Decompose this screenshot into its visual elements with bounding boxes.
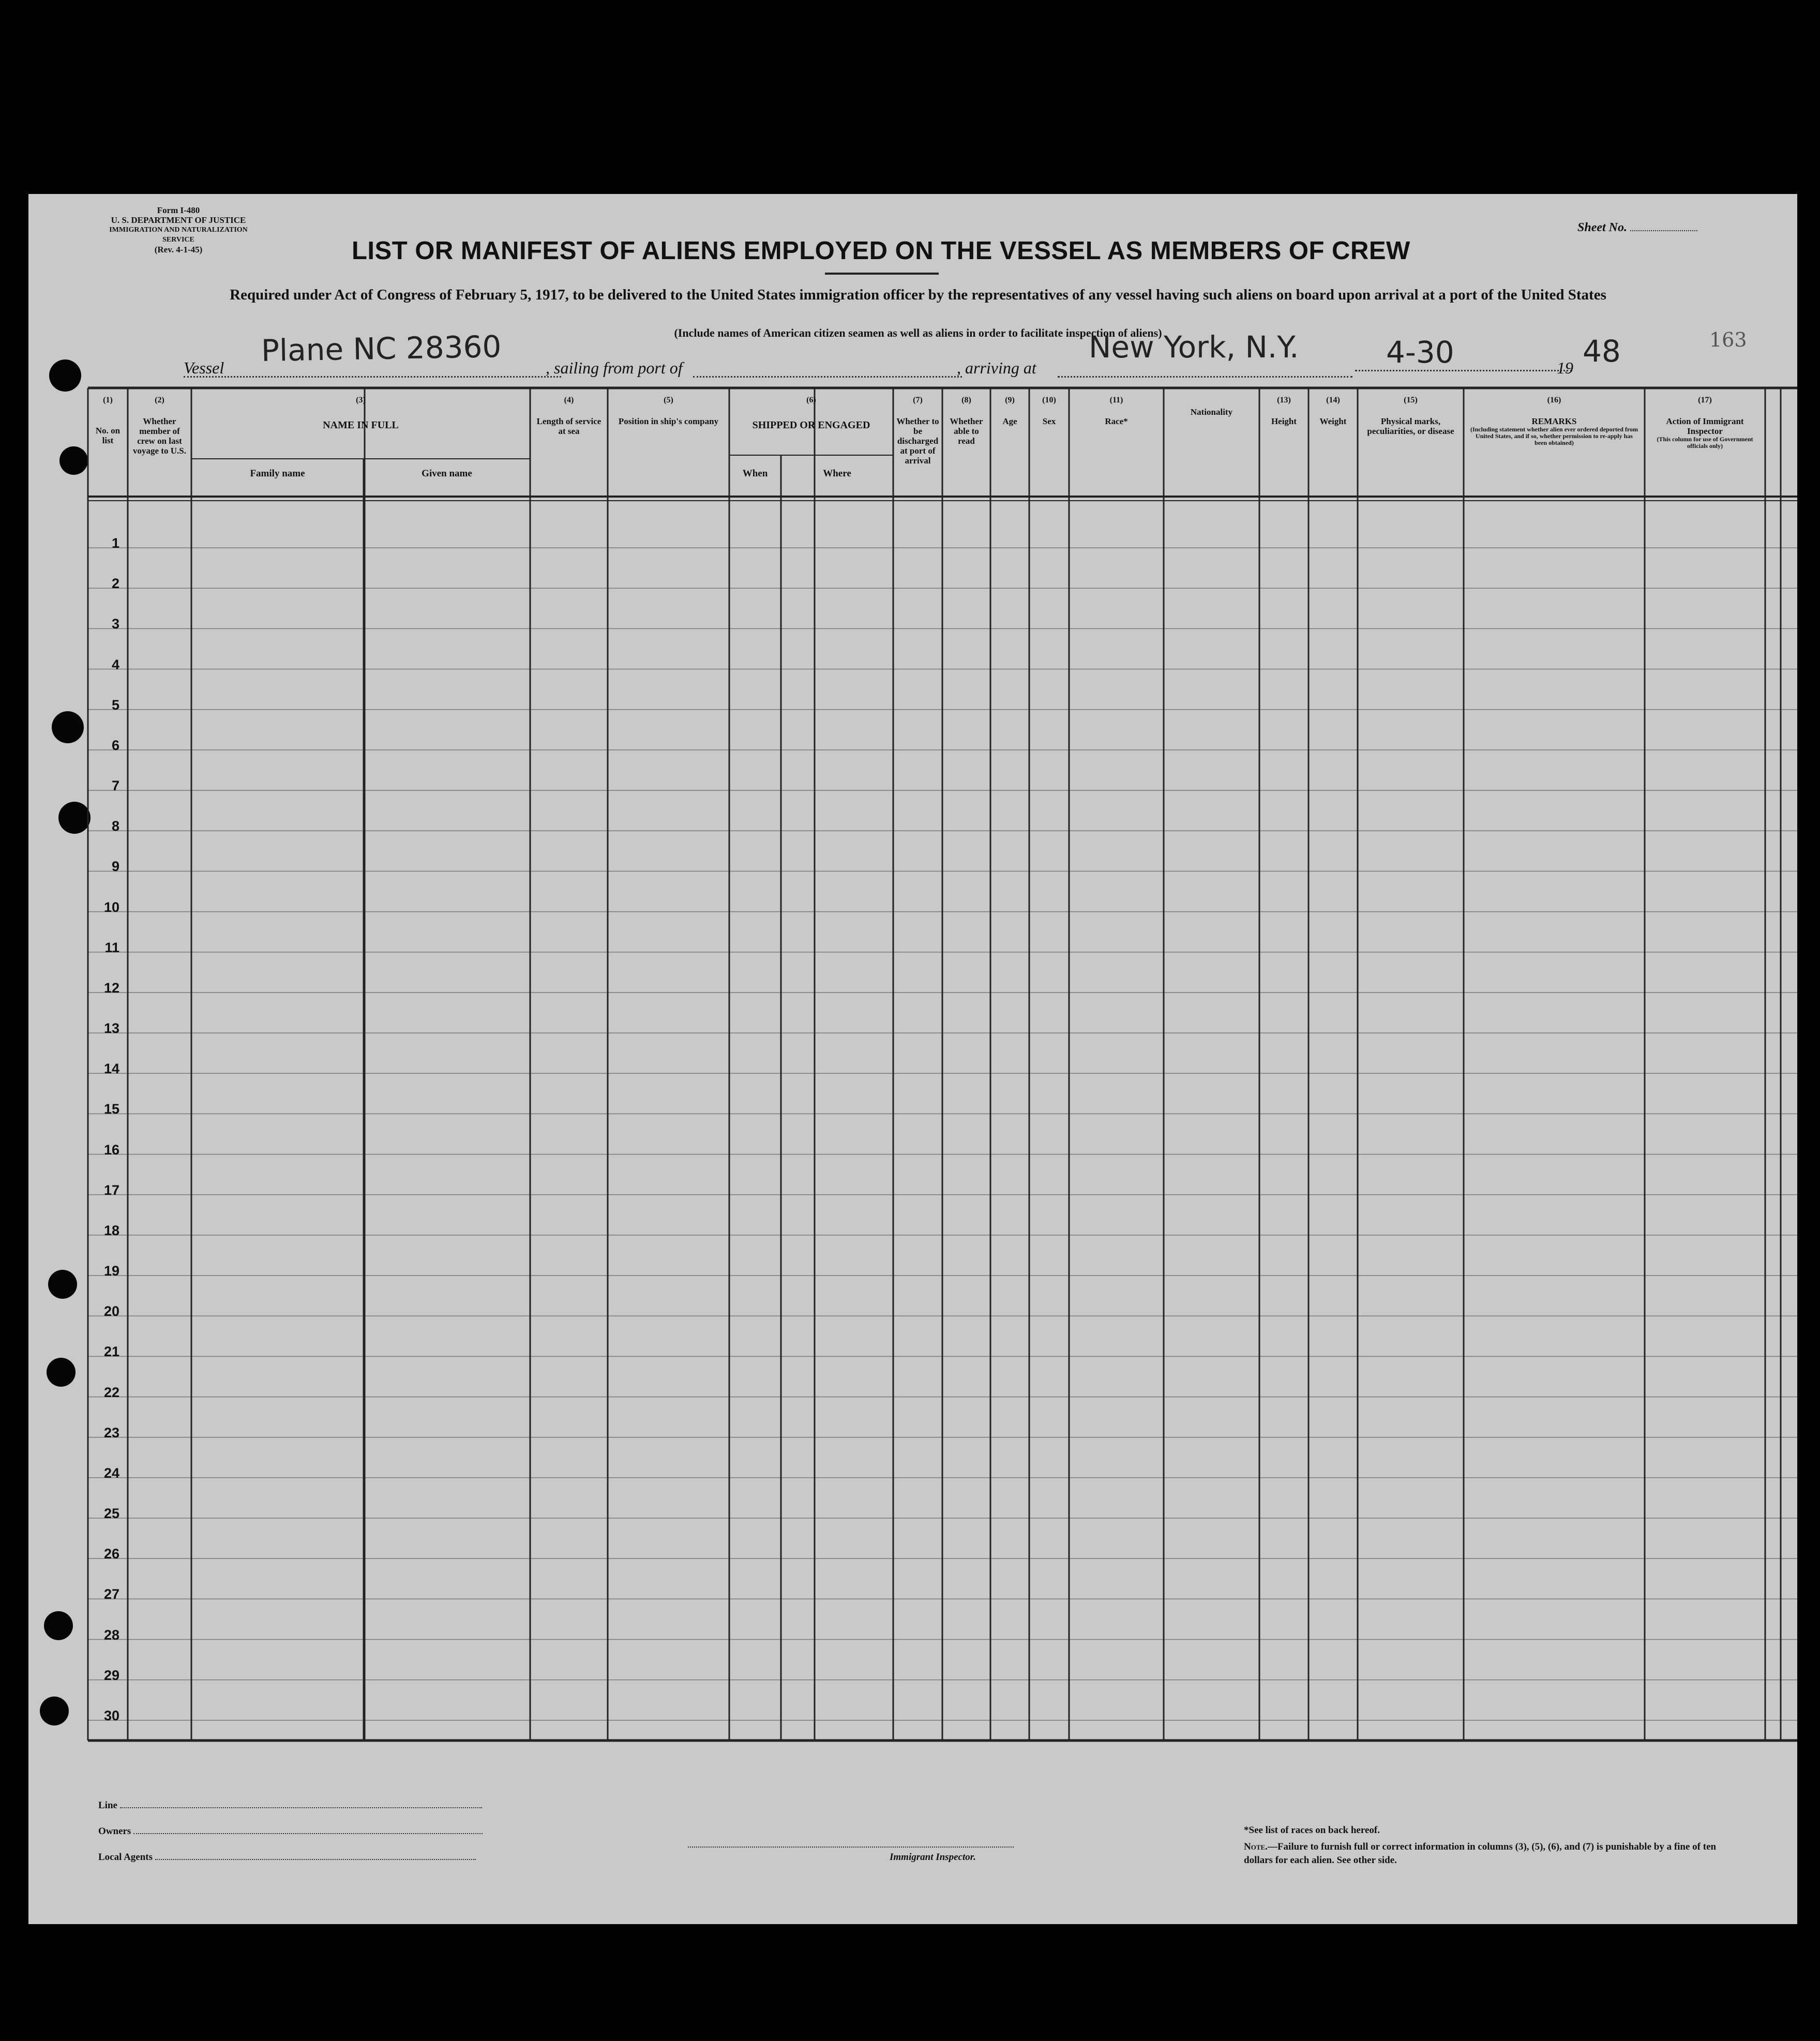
vessel-value: Plane NC 28360 bbox=[261, 328, 502, 369]
date-value: 4-30 bbox=[1386, 335, 1454, 370]
footer-line-label: Line bbox=[98, 1800, 482, 1811]
form-dept: U. S. DEPARTMENT OF JUSTICE bbox=[111, 215, 246, 225]
row-number: 16 bbox=[103, 1142, 119, 1158]
column-label: Weight bbox=[1319, 416, 1347, 426]
column-header-13 bbox=[1259, 396, 1308, 426]
row-number: 27 bbox=[103, 1586, 119, 1602]
column-label: SHIPPED OR ENGAGED bbox=[752, 419, 870, 431]
column-header-1 bbox=[88, 396, 128, 445]
row-number: 4 bbox=[111, 656, 119, 672]
column-header-5 bbox=[608, 396, 729, 426]
column-label: Whether member of crew on last voyage to U.S. bbox=[133, 416, 186, 456]
row-number: 1 bbox=[111, 535, 119, 551]
column-number: (7) bbox=[913, 396, 923, 404]
column-number: (5) bbox=[664, 396, 673, 404]
column-number: (13) bbox=[1277, 396, 1291, 404]
column-label: No. on list bbox=[95, 426, 121, 445]
row-number: 26 bbox=[103, 1546, 119, 1562]
page-title: LIST OR MANIFEST OF ALIENS EMPLOYED ON THE VESSEL AS MEMBERS OF CREW bbox=[352, 237, 1410, 265]
year-value: 48 bbox=[1583, 334, 1621, 369]
column-number: (10) bbox=[1042, 396, 1056, 404]
column-number: (9) bbox=[1005, 396, 1015, 404]
row-number: 10 bbox=[103, 899, 119, 915]
row-number: 13 bbox=[103, 1021, 119, 1036]
column-number: (4) bbox=[564, 396, 574, 404]
column-number: (11) bbox=[1109, 396, 1123, 404]
column-label: Whether to be discharged at port of arrival bbox=[896, 416, 939, 466]
row-number: 30 bbox=[103, 1707, 119, 1723]
column-header-17 bbox=[1645, 396, 1765, 449]
row-number: 7 bbox=[111, 778, 119, 793]
row-number: 18 bbox=[103, 1222, 119, 1238]
page-stamp: 163 bbox=[1709, 328, 1747, 351]
arriving-value: New York, N.Y. bbox=[1089, 329, 1299, 365]
sub-header-given-name: Given name bbox=[422, 468, 472, 479]
row-number: 24 bbox=[103, 1465, 119, 1481]
column-header-4 bbox=[530, 396, 608, 436]
form-rev: (Rev. 4-1-45) bbox=[154, 245, 203, 254]
column-header-6 bbox=[729, 396, 893, 430]
row-number: 5 bbox=[111, 697, 119, 713]
column-header-10 bbox=[1029, 396, 1069, 426]
sailing-label: , sailing from port of bbox=[546, 358, 683, 377]
arriving-label: , arriving at bbox=[957, 358, 1036, 377]
row-number: 28 bbox=[103, 1627, 119, 1643]
row-number: 20 bbox=[103, 1303, 119, 1319]
sub-header-where: Where bbox=[823, 468, 851, 479]
column-label: Position in ship's company bbox=[618, 416, 719, 426]
sub-header-when: When bbox=[742, 468, 768, 479]
row-number: 3 bbox=[111, 616, 119, 632]
column-header-14 bbox=[1308, 396, 1358, 426]
row-number: 8 bbox=[111, 818, 119, 834]
column-header-7 bbox=[893, 396, 942, 466]
column-number: (16) bbox=[1547, 396, 1561, 404]
column-label: Nationality bbox=[1190, 407, 1233, 417]
column-label: Height bbox=[1271, 416, 1297, 426]
column-label: Age bbox=[1002, 416, 1017, 426]
row-number: 14 bbox=[103, 1061, 119, 1077]
row-number: 6 bbox=[111, 737, 119, 753]
column-label: Race* bbox=[1105, 416, 1128, 426]
column-header-12 bbox=[1164, 396, 1259, 417]
failure-note: Note.—Failure to furnish full or correct information in columns (3), (5), (6), and (7) is punishable by a fine of ten dollars for each alien. See other side. bbox=[1244, 1841, 1717, 1866]
sub-header-family-name: Family name bbox=[250, 468, 305, 479]
footer-agents-label: Local Agents bbox=[98, 1852, 476, 1863]
row-number: 12 bbox=[103, 980, 119, 996]
column-number: (17) bbox=[1698, 396, 1712, 404]
column-header-8 bbox=[942, 396, 990, 446]
column-number: (2) bbox=[155, 396, 164, 404]
row-number: 11 bbox=[104, 939, 119, 955]
form-number: Form I-480 bbox=[157, 205, 200, 215]
column-label: REMARKS bbox=[1531, 416, 1577, 426]
column-label: Action of Immigrant Inspector bbox=[1666, 416, 1744, 436]
sheet-number-label: Sheet No. bbox=[1577, 221, 1697, 235]
required-statement: Required under Act of Congress of February 5, 1917, to be delivered to the United States immigration officer by the representatives of any vessel having such aliens on board upon arrival at a port of the United States bbox=[230, 287, 1606, 303]
row-number: 19 bbox=[103, 1263, 119, 1279]
row-number: 25 bbox=[103, 1506, 119, 1521]
races-note: *See list of races on back hereof. bbox=[1244, 1825, 1380, 1836]
column-number: (15) bbox=[1404, 396, 1418, 404]
row-number: 21 bbox=[103, 1344, 119, 1360]
row-number: 2 bbox=[111, 576, 119, 592]
column-label: Whether able to read bbox=[950, 416, 983, 446]
column-label: NAME IN FULL bbox=[323, 419, 399, 431]
inspector-signature-line bbox=[688, 1847, 1014, 1848]
row-number: 29 bbox=[103, 1667, 119, 1683]
column-number: (3) bbox=[356, 396, 366, 404]
column-number: (1) bbox=[103, 396, 113, 404]
column-header-2 bbox=[128, 396, 191, 456]
row-number: 9 bbox=[111, 859, 119, 875]
column-note: (This column for use of Government officials only) bbox=[1657, 436, 1753, 449]
row-number: 17 bbox=[103, 1182, 119, 1198]
form-service: IMMIGRATION AND NATURALIZATION SERVICE bbox=[109, 226, 248, 244]
column-header-3 bbox=[191, 396, 530, 430]
column-header-15 bbox=[1358, 396, 1464, 436]
inspector-label: Immigrant Inspector. bbox=[890, 1852, 976, 1863]
column-number: (14) bbox=[1326, 396, 1340, 404]
include-note: (Include names of American citizen seamen as well as aliens in order to facilitate inspection of aliens) bbox=[674, 326, 1162, 339]
column-note: (Including statement whether alien ever ordered deported from United States, and if so, whether permission to re-apply has been obtained) bbox=[1470, 426, 1638, 446]
column-label: Length of service at sea bbox=[536, 416, 601, 436]
column-header-11 bbox=[1069, 396, 1164, 426]
row-number: 15 bbox=[103, 1101, 119, 1117]
row-number: 22 bbox=[103, 1384, 119, 1400]
year-prefix: 19 bbox=[1557, 358, 1573, 377]
column-header-9 bbox=[990, 396, 1029, 426]
vessel-label: Vessel bbox=[184, 358, 224, 377]
column-number: (8) bbox=[961, 396, 971, 404]
column-label: Physical marks, peculiarities, or disease bbox=[1367, 416, 1454, 436]
column-header-16 bbox=[1464, 396, 1645, 446]
footer-owners-label: Owners bbox=[98, 1826, 483, 1837]
row-number: 23 bbox=[103, 1424, 119, 1440]
column-label: Sex bbox=[1042, 416, 1056, 426]
manifest-sheet bbox=[28, 194, 1797, 1924]
column-number: (6) bbox=[806, 396, 816, 404]
